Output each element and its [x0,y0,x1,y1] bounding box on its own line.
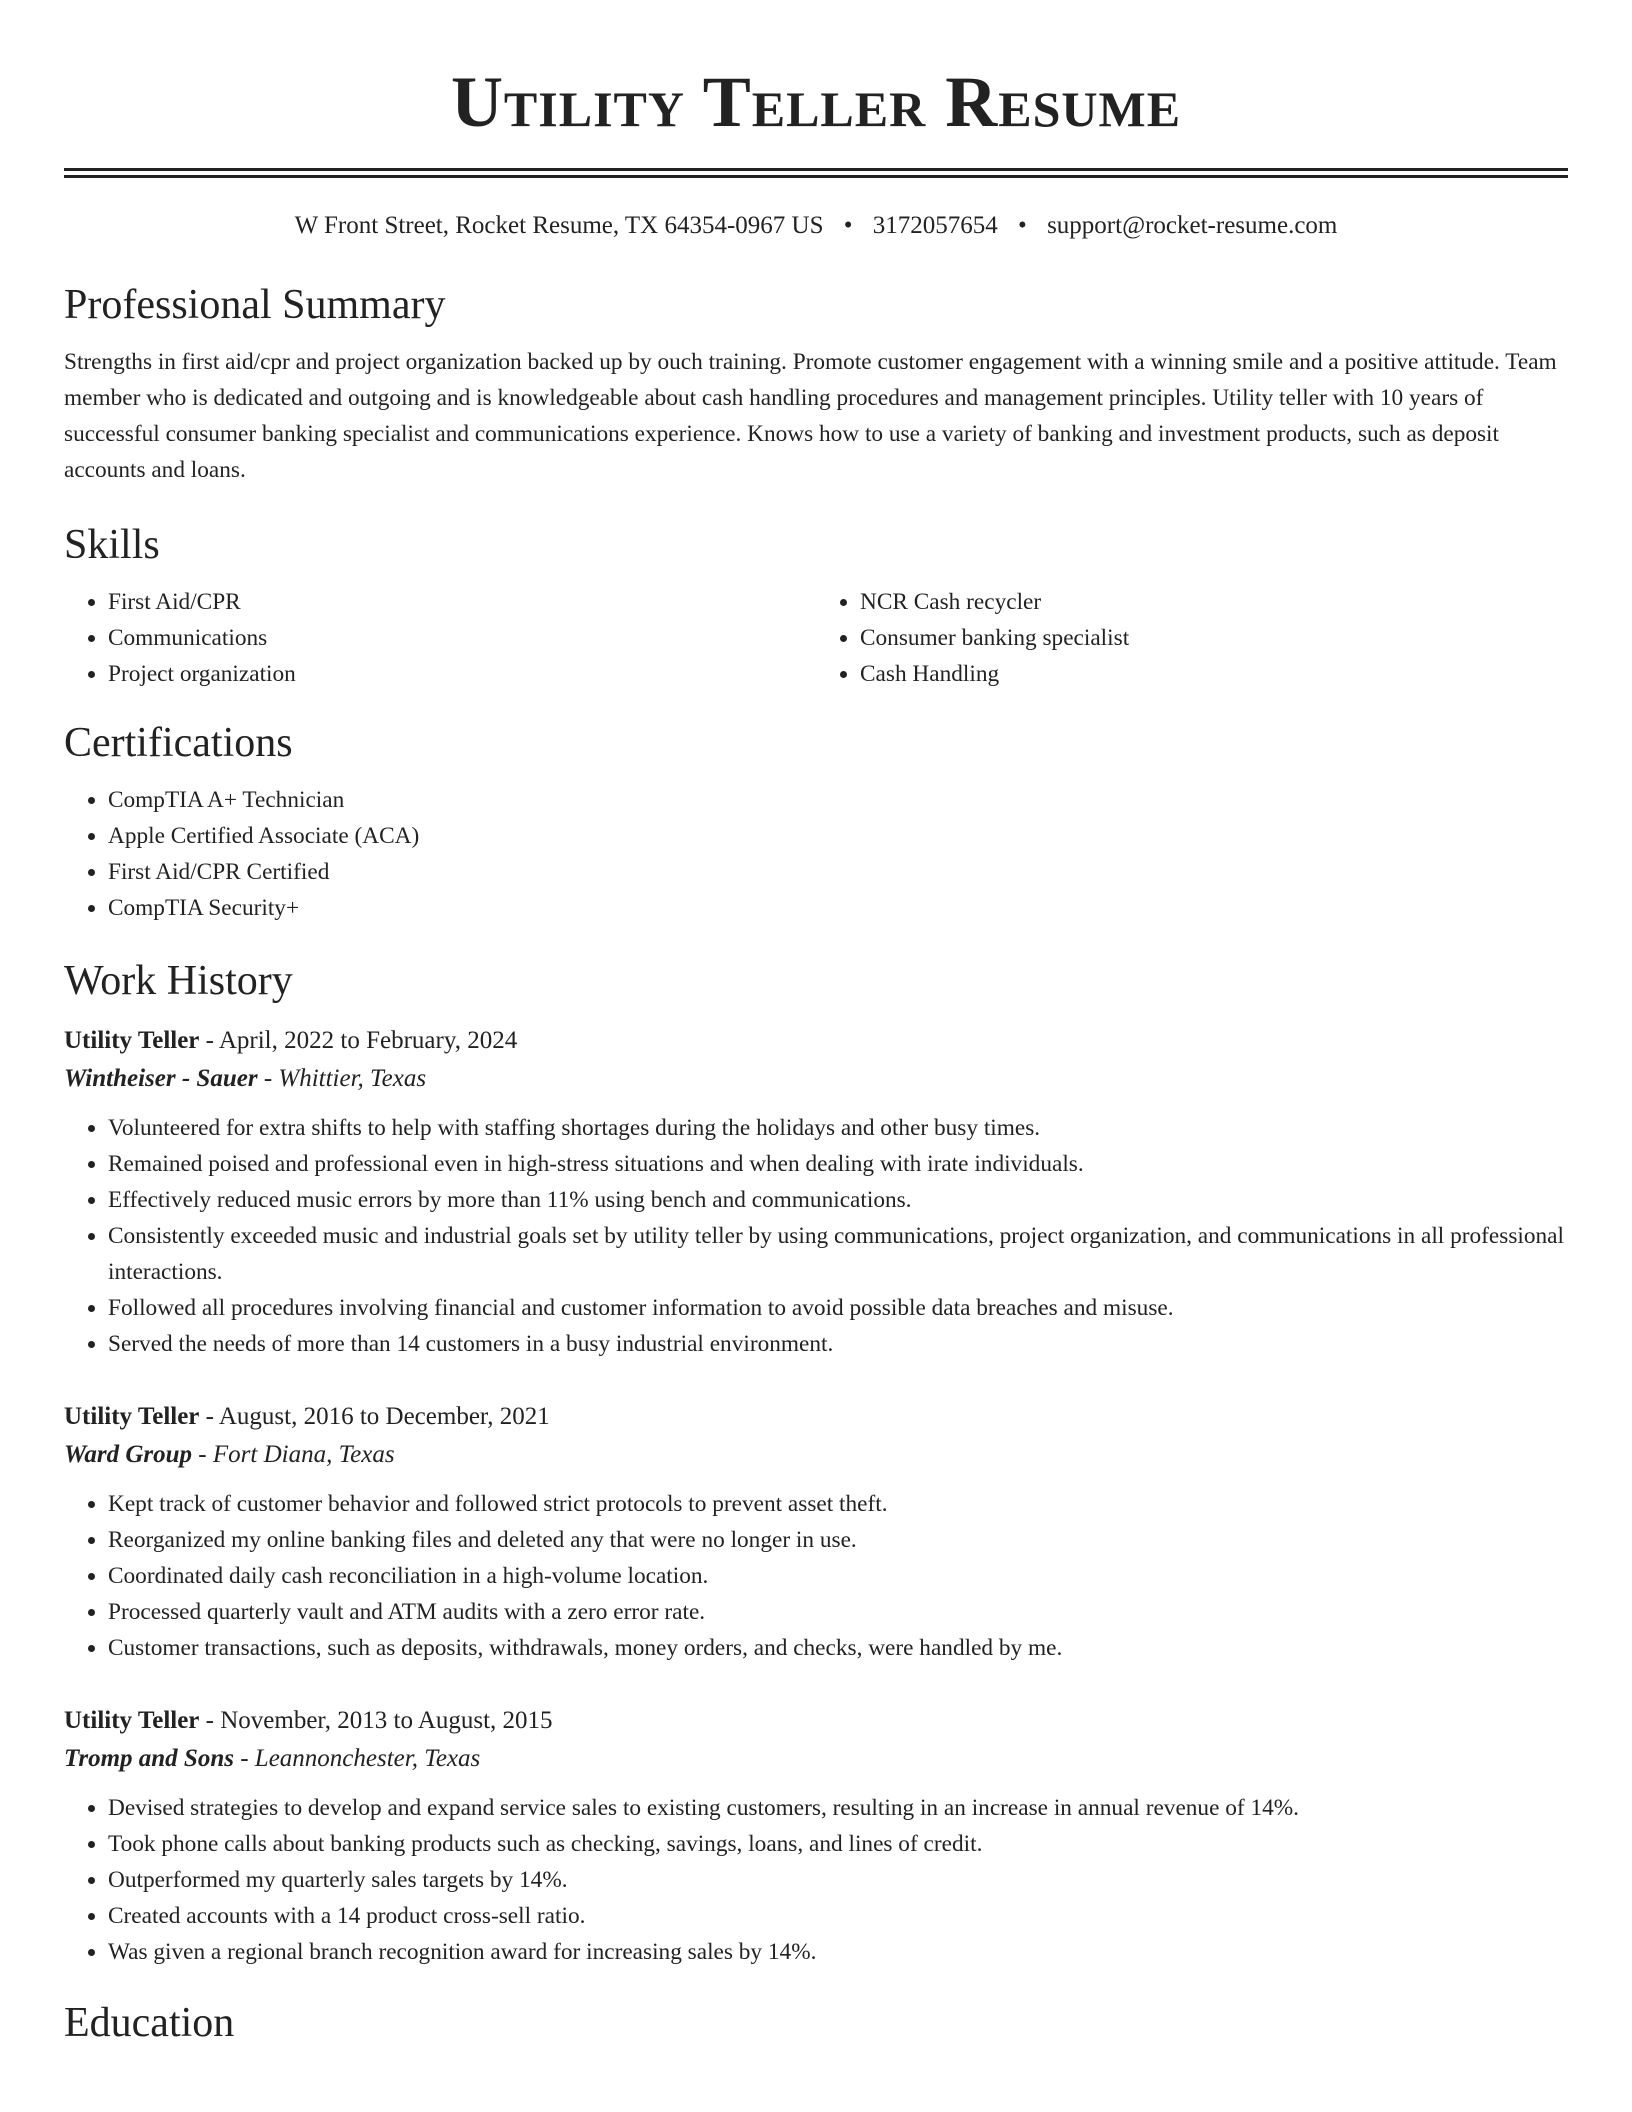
job-dates: - November, 2013 to August, 2015 [199,1707,553,1734]
job-bullets [64,1110,1568,1362]
job-company: Ward Group [64,1441,193,1468]
certifications-list [64,782,1568,926]
certifications-section [64,718,1568,926]
job-title: Utility Teller [64,1027,200,1054]
job-bullets [64,1790,1568,1970]
job-entry [64,1022,1568,1362]
skills-grid [64,584,1568,692]
contact-email: support@rocket-resume.com [1047,212,1338,239]
job-entry [64,1398,1568,1666]
job-bullet: • Took phone calls about banking products such as checking, savings, loans, and lines of credit. [108,1826,1568,1862]
job-bullet: • Customer transactions, such as deposits, withdrawals, money orders, and checks, were handled by me. [108,1630,1568,1666]
job-title-line [64,1398,1568,1436]
job-company: Tromp and Sons [64,1745,234,1772]
job-bullet: • Outperformed my quarterly sales targets by 14%. [108,1862,1568,1898]
work-history-section [64,956,1568,1970]
job-company-line [64,1436,1568,1474]
job-bullet: • Served the needs of more than 14 customers in a busy industrial environment. [108,1326,1568,1362]
skill-item: • Consumer banking specialist [860,620,1568,656]
certification-item: • CompTIA A+ Technician [108,782,1568,818]
skill-item: • NCR Cash recycler [860,584,1568,620]
skills-list-right [816,584,1568,692]
job-bullet: • Followed all procedures involving financial and customer information to avoid possible data breaches and misuse. [108,1290,1568,1326]
job-entry [64,1702,1568,1970]
job-location: - Leannonchester, Texas [233,1745,481,1772]
section-heading-certifications: Certifications [64,720,293,766]
section-heading-education: Education [64,2000,235,2046]
skills-section [64,520,1568,692]
job-bullet: • Was given a regional branch recognition award for increasing sales by 14%. [108,1934,1568,1970]
job-company: Wintheiser - Sauer [64,1065,258,1092]
job-bullet: • Processed quarterly vault and ATM audits with a zero error rate. [108,1594,1568,1630]
summary-text: Strengths in first aid/cpr and project organization backed up by ouch training. Promote customer engagement with a winning smile and a positive attitude. Team member who is dedicated and outgoing and is knowledgeable about cash handling procedures and management principles. Utility teller with 10 years of successful consumer banking specialist and communications experience. Knows how to use a variety of banking and investment products, such as deposit accounts and loans. [64,349,1557,483]
skill-item: • Project organization [108,656,816,692]
education-section [64,1998,1568,2048]
contact-phone: 3172057654 [872,212,998,239]
section-heading-skills: Skills [64,522,160,568]
contact-separator: • [1018,212,1027,239]
job-bullet: • Kept track of customer behavior and followed strict protocols to prevent asset theft. [108,1486,1568,1522]
certification-item: • CompTIA Security+ [108,890,1568,926]
skill-item: • First Aid/CPR [108,584,816,620]
section-heading-work-history: Work History [64,958,293,1004]
job-title: Utility Teller [64,1403,200,1430]
job-dates: - April, 2022 to February, 2024 [199,1027,518,1054]
contact-line [64,210,1568,242]
contact-address: W Front Street, Rocket Resume, TX 64354-0967 US [294,212,824,239]
job-title-line [64,1702,1568,1740]
job-bullet: • Coordinated daily cash reconciliation in a high-volume location. [108,1558,1568,1594]
job-bullet: • Volunteered for extra shifts to help with staffing shortages during the holidays and other busy times. [108,1110,1568,1146]
job-bullet: • Reorganized my online banking files and deleted any that were no longer in use. [108,1522,1568,1558]
job-bullet: • Effectively reduced music errors by more than 11% using bench and communications. [108,1182,1568,1218]
job-bullet: • Created accounts with a 14 product cross-sell ratio. [108,1898,1568,1934]
job-title: Utility Teller [64,1707,200,1734]
section-heading-summary: Professional Summary [64,282,446,328]
job-location: - Fort Diana, Texas [192,1441,395,1468]
contact-separator: • [843,212,853,239]
title-double-rule [64,168,1568,178]
skill-item: • Cash Handling [860,656,1568,692]
job-title-line [64,1022,1568,1060]
job-company-line [64,1060,1568,1098]
skills-list-left [64,584,816,692]
job-location: - Whittier, Texas [257,1065,427,1092]
certification-item: • Apple Certified Associate (ACA) [108,818,1568,854]
job-bullets [64,1486,1568,1666]
professional-summary-section [64,280,1568,488]
resume-title: Utility Teller Resume [450,62,1182,142]
job-bullet: • Remained poised and professional even in high-stress situations and when dealing with irate individuals. [108,1146,1568,1182]
job-bullet: • Devised strategies to develop and expand service sales to existing customers, resulting in an increase in annual revenue of 14%. [108,1790,1568,1826]
job-dates: - August, 2016 to December, 2021 [199,1403,550,1430]
job-bullet: • Consistently exceeded music and industrial goals set by utility teller by using communications, project organization, and communications in all professional interactions. [108,1218,1568,1290]
certification-item: • First Aid/CPR Certified [108,854,1568,890]
skill-item: • Communications [108,620,816,656]
job-company-line [64,1740,1568,1778]
